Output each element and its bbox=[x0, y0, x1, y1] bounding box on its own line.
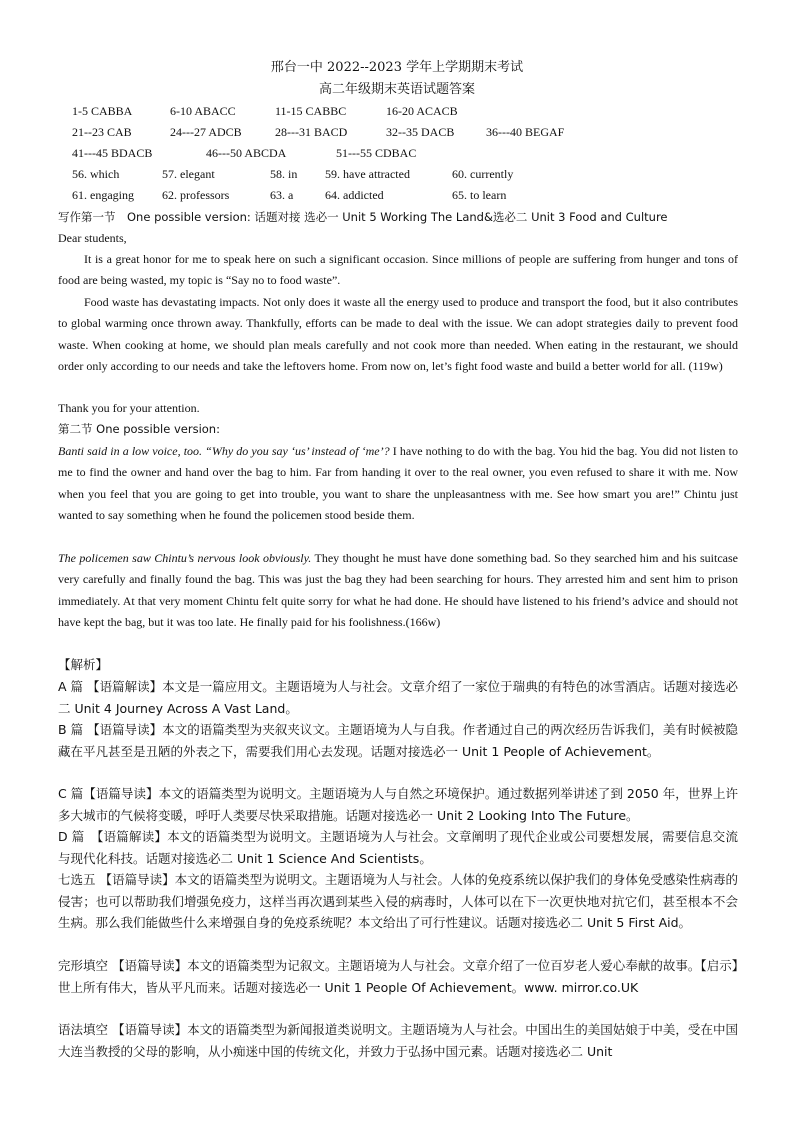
answer-group: 36---40 BEGAF bbox=[486, 125, 565, 139]
answer-group: 57. elegant bbox=[162, 167, 215, 181]
answer-group: 64. addicted bbox=[325, 188, 384, 202]
answer-group: 41---45 BDACB bbox=[72, 146, 153, 160]
analysis-seven-choose-five: 七选五 【语篇导读】本文的语篇类型为说明文。主题语境为人与社会。人体的免疫系统以保护我们的身体免受感染性病毒的侵害；也可以帮助我们增强免疫力，这样当再次遇到某些入侵的病毒时，人体可以在下一次更快地对抗它们，甚至根本不会生病。那么我们能做些什么来增强自身的免疫系统呢？本文给出了可行性建议。话题对接选必二 Unit 5 First Aid。 bbox=[58, 872, 738, 930]
answer-group: 1-5 CABBA bbox=[72, 104, 133, 118]
answer-key-title: 高二年级期末英语试题答案 bbox=[318, 82, 475, 97]
answer-group: 46---50 ABCDA bbox=[206, 146, 287, 160]
answer-group: 56. which bbox=[72, 167, 120, 181]
letter-closing: Thank you for your attention. bbox=[58, 401, 200, 415]
analysis-cloze: 完形填空 【语篇导读】本文的语篇类型为记叙文。主题语境为人与社会。文章介绍了一位百岁老人爱心奉献的故事。【启示】世上所有伟大，皆从平凡而来。话题对接选必一 Unit 1 People Of Achievement。www. mirror.co.UK bbox=[58, 958, 738, 995]
analysis-grammar-fill: 语法填空 【语篇导读】本文的语篇类型为新闻报道类说明文。主题语境为人与社会。中国出生的美国姑娘于中美，受在中国大连当教授的父母的影响，从小痴迷中国的传统文化，并致力于弘扬中国元素。话题对接选必二 Unit bbox=[58, 1022, 738, 1059]
given-opening-sentence: The policemen saw Chintu’s nervous look obviously. bbox=[58, 551, 312, 565]
continuation-paragraph-1 bbox=[58, 441, 738, 526]
answer-group: 61. engaging bbox=[72, 188, 134, 202]
analysis-passage-d: D 篇 【语篇解读】本文的语篇类型为说明文。主题语境为人与社会。文章阐明了现代企业或公司要想发展，需要信息交流与现代化科技。话题对接选必二 Unit 1 Science And Scientists。 bbox=[58, 829, 738, 866]
analysis-passage-c: C 篇【语篇导读】本文的语篇类型为说明文。主题语境为人与自然之环境保护。通过数据列举讲述了到 2050 年，世界上许多大城市的气候将变暖，呼吁人类要尽快采取措施。话题对接选必一 Unit 2 Looking Into The Future。 bbox=[58, 786, 738, 823]
answer-group: 11-15 CABBC bbox=[275, 104, 347, 118]
essay-paragraph: Food waste has devastating impacts. Not only does it waste all the energy used to produce and transport the food, but it also contributes to global warming once thrown away. Thankfully, efforts can be made to deal with the issue. We can adopt strategies daily to prevent food waste. When cooking at home, we should plan meals carefully and not cook more than needed. When eating in the restaurant, we should order only according to our needs and take the leftovers home. From now on, let’s fight food waste and build a better world for all. (119w) bbox=[58, 295, 738, 373]
answer-group: 62. professors bbox=[162, 188, 230, 202]
answer-group: 16-20 ACACB bbox=[386, 104, 458, 118]
continuation-text: I have nothing to do with the bag. You hid the bag. You did not listen to me to find the owner and hand over the bag to him. Far from handing it over to the real owner, you even refused to share it with me. Now when you feel that you are going to get into trouble, you want to share the unpleasantness with me. See how smart you are!” Chintu just wanted to say something when he found the policemen stood beside them. bbox=[58, 444, 739, 522]
answer-group: 28---31 BACD bbox=[275, 125, 348, 139]
writing-section-1-heading: 写作第一节 One possible version: 话题对接 选必一 Unit 5 Working The Land&选必二 Unit 3 Food and Culture bbox=[58, 210, 668, 224]
letter-greeting: Dear students, bbox=[58, 231, 127, 245]
answer-group: 21--23 CAB bbox=[72, 125, 132, 139]
exam-title: 邢台一中 2022--2023 学年上学期期末考试 bbox=[270, 60, 524, 75]
answer-group: 63. a bbox=[270, 188, 294, 202]
continuation-text: They thought he must have done something bad. So they searched him and his suitcase very carefully and finally found the bag. This was just the bag they had been searching for hours. They arrested him and sent him to prison immediately. At that very moment Chintu felt quite sorry for what he had done. He should have listened to his friend’s advice and should not have kept the bag, but it was too late. He finally paid for his foolishness.(166w) bbox=[58, 551, 738, 629]
writing-section-2-heading: 第二节 One possible version: bbox=[58, 422, 220, 436]
answer-group: 32--35 DACB bbox=[386, 125, 455, 139]
answer-group: 65. to learn bbox=[452, 188, 507, 202]
continuation-paragraph-2 bbox=[58, 548, 738, 633]
analysis-heading: 【解析】 bbox=[58, 657, 109, 672]
answer-group: 6-10 ABACC bbox=[170, 104, 236, 118]
analysis-passage-b: B 篇 【语篇导读】本文的语篇类型为夹叙夹议文。主题语境为人与自我。作者通过自己的两次经历告诉我们，美有时候被隐藏在平凡甚至是丑陋的外表之下，需要我们用心去发现。话题对接选必一 Unit 1 People of Achievement。 bbox=[58, 722, 738, 759]
answer-group: 24---27 ADCB bbox=[170, 125, 242, 139]
answer-group: 60. currently bbox=[452, 167, 514, 181]
answer-group: 59. have attracted bbox=[325, 167, 410, 181]
analysis-passage-a: A 篇 【语篇解读】本文是一篇应用文。主题语境为人与社会。文章介绍了一家位于瑞典的有特色的冰雪酒店。话题对接选必二 Unit 4 Journey Across A Vast Land。 bbox=[58, 679, 738, 716]
answer-group: 51---55 CDBAC bbox=[336, 146, 417, 160]
essay-paragraph: It is a great honor for me to speak here on such a significant occasion. Since millions of people are suffering from hunger and tons of food are being wasted, my topic is “Say no to food waste”. bbox=[58, 252, 738, 288]
given-opening-sentence: Banti said in a low voice, too. “Why do you say ‘us’ instead of ‘me’? bbox=[58, 444, 390, 458]
answer-group: 58. in bbox=[270, 167, 298, 181]
